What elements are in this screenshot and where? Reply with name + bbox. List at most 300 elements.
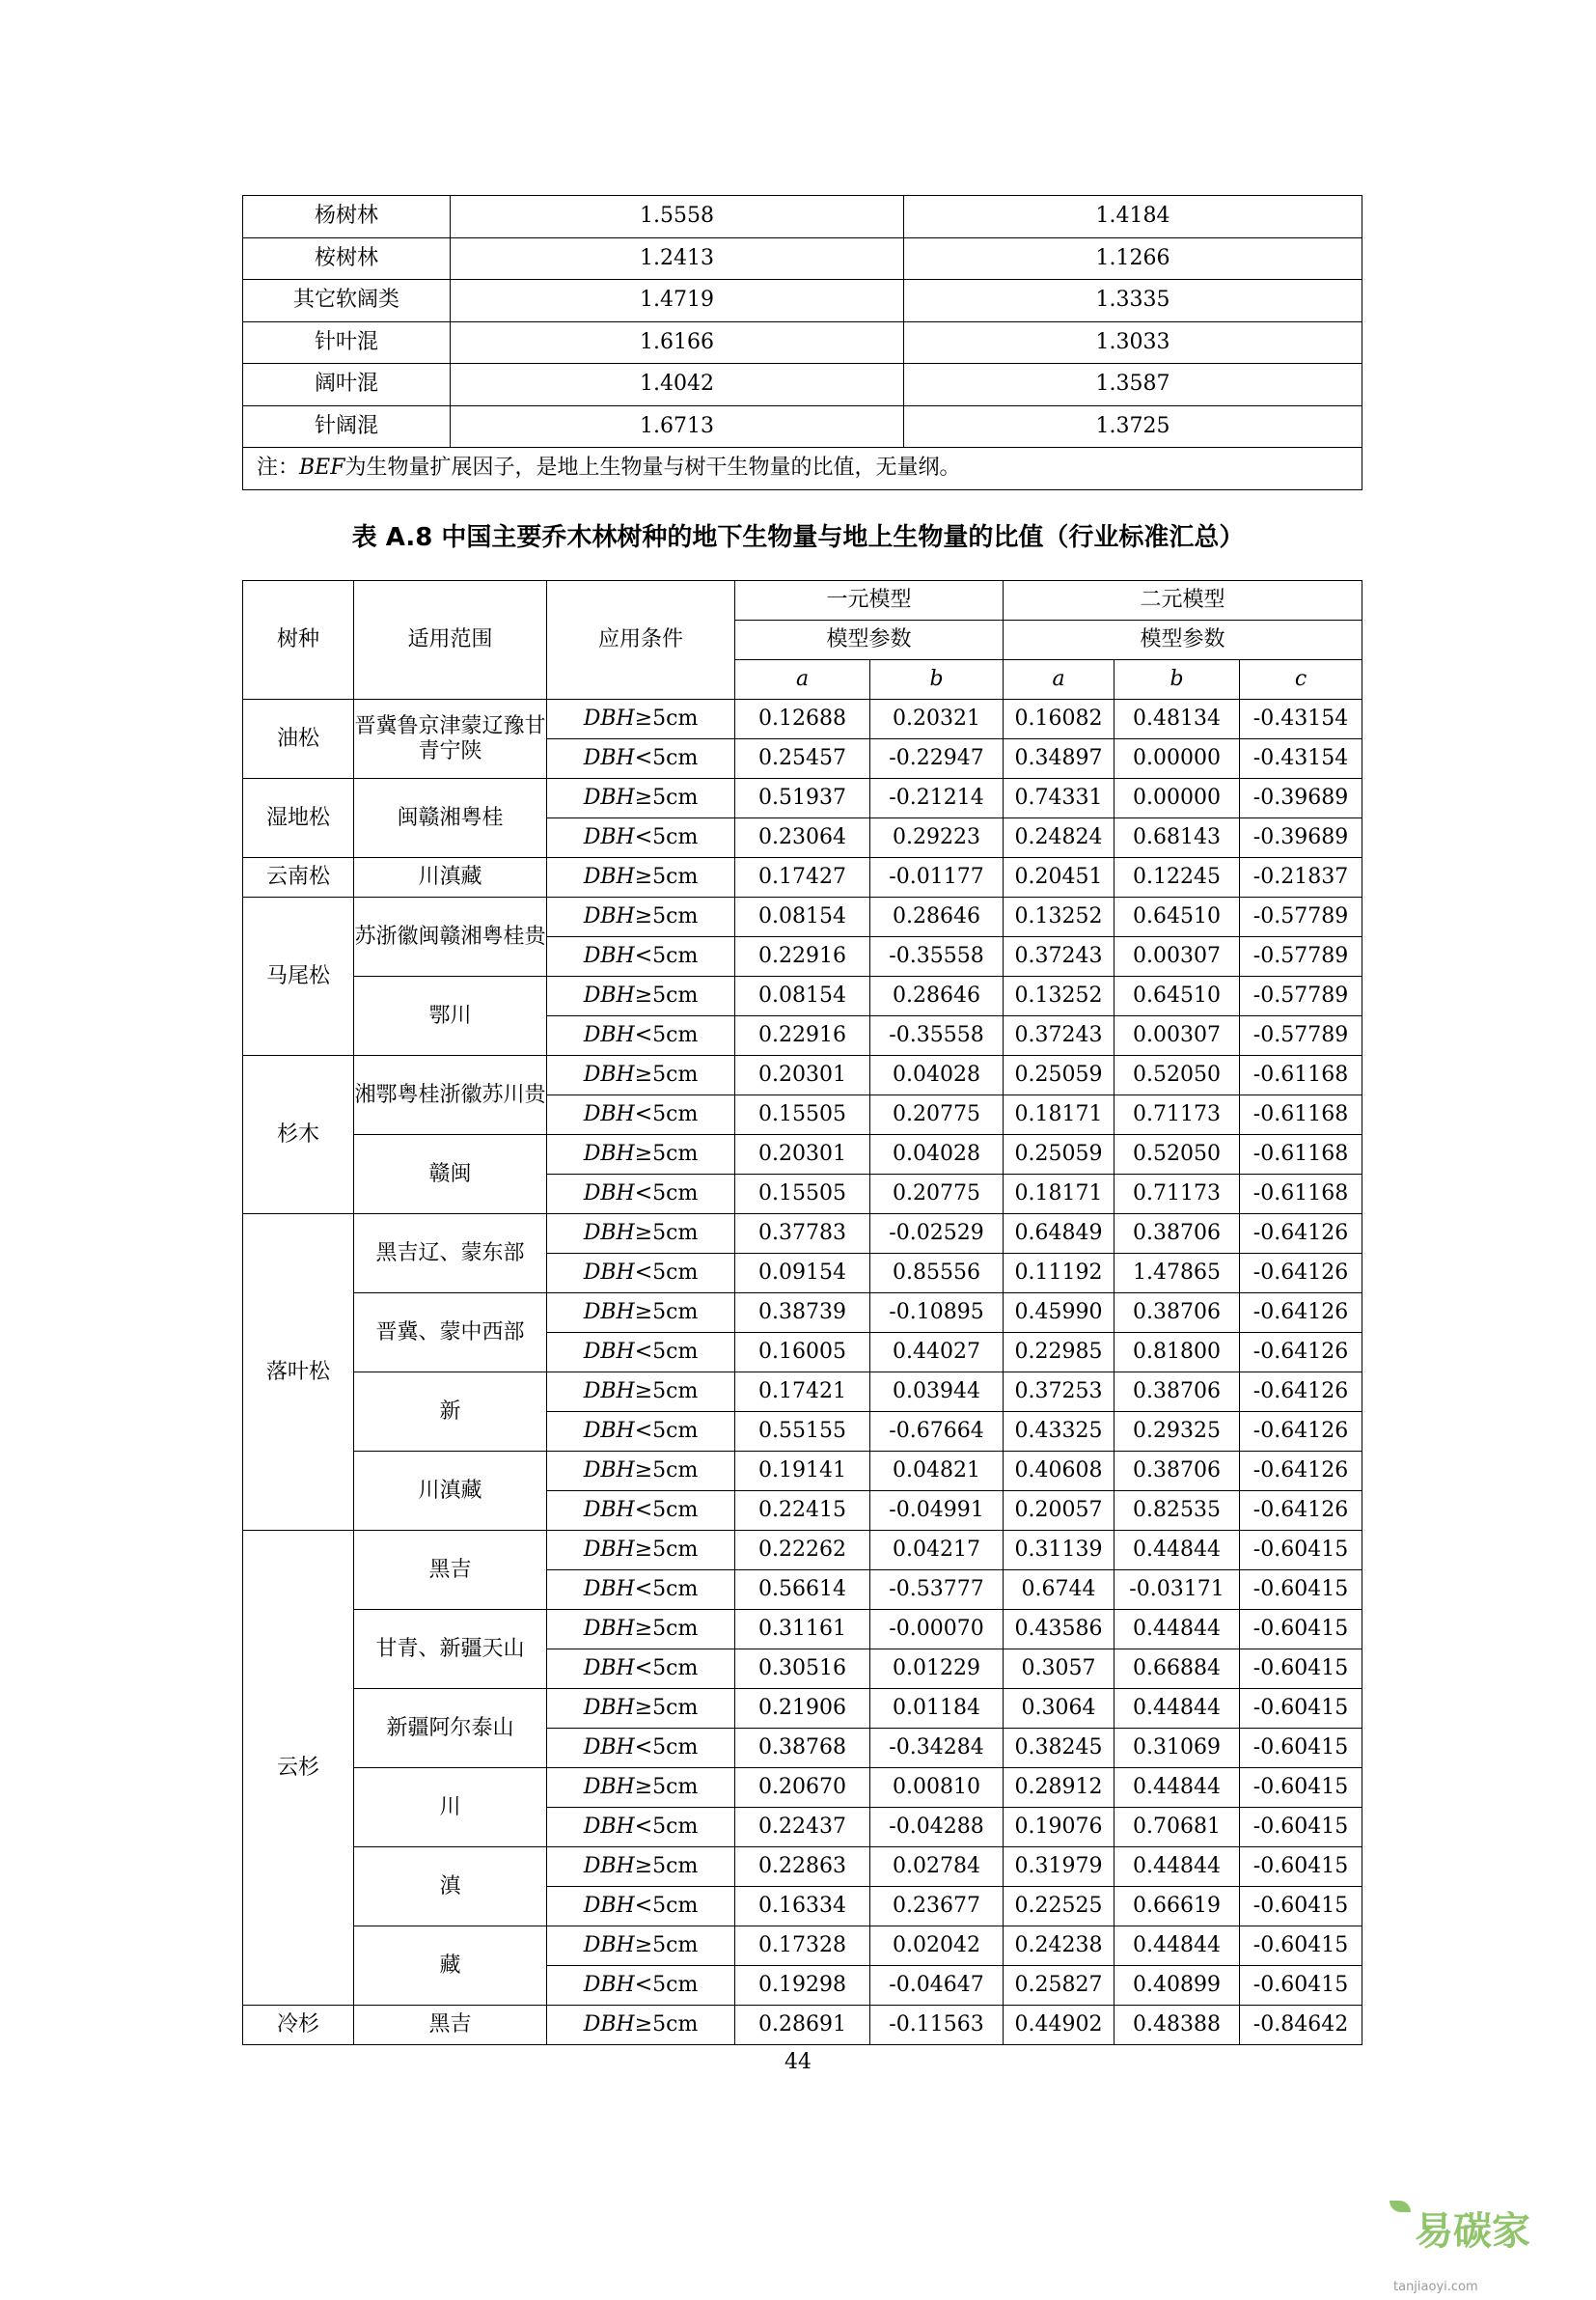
param-a2-cell: 0.45990 [1004,1293,1114,1333]
param-c-cell: -0.61168 [1240,1135,1362,1175]
param-a2-cell: 0.24238 [1004,1926,1114,1966]
species-cell: 云南松 [243,858,354,898]
param-c-cell: -0.60415 [1240,1966,1362,2006]
param-b2-cell: 0.00000 [1114,739,1240,779]
header-b: b [870,660,1004,700]
param-a2-cell: 0.40608 [1004,1452,1114,1491]
param-c-cell: -0.61168 [1240,1056,1362,1095]
condition-value: ≥5cm [634,1300,699,1324]
table-row [243,1293,1362,1333]
forest-type-cell: 针阔混 [243,405,451,448]
param-a-cell: 0.51937 [735,779,870,818]
param-a-cell: 0.56614 [735,1570,870,1610]
condition-cell [547,1926,735,1966]
condition-cell [547,1372,735,1412]
range-cell: 川滇藏 [354,1452,547,1531]
value-cell: 1.3335 [904,280,1362,322]
condition-var: DBH [583,1617,635,1641]
param-a-cell: 0.17421 [735,1372,870,1412]
condition-value: <5cm [634,1498,699,1522]
param-b2-cell: 0.66884 [1114,1649,1240,1689]
param-b2-cell: 0.48388 [1114,2006,1240,2045]
param-a-cell: 0.22415 [735,1491,870,1531]
table-row [243,1768,1362,1808]
table-row [243,779,1362,818]
value-cell: 1.5558 [451,196,904,238]
condition-cell [547,1214,735,1254]
param-c-cell: -0.64126 [1240,1412,1362,1452]
param-a2-cell: 0.43325 [1004,1412,1114,1452]
param-a-cell: 0.37783 [735,1214,870,1254]
condition-value: ≥5cm [634,1458,699,1483]
param-a-cell: 0.22916 [735,937,870,977]
param-b-cell: 0.29223 [870,818,1004,858]
table-note-row [243,448,1362,490]
param-b2-cell: 0.52050 [1114,1135,1240,1175]
param-b-cell: 0.44027 [870,1333,1004,1372]
param-a-cell: 0.08154 [735,898,870,937]
param-a-cell: 0.19141 [735,1452,870,1491]
watermark-logo: 易碳家tanjiaoyi.com [1390,2201,1596,2300]
param-b2-cell: 0.64510 [1114,977,1240,1016]
param-b-cell: -0.00070 [870,1610,1004,1649]
forest-type-cell: 针叶混 [243,321,451,364]
condition-var: DBH [583,1498,635,1522]
param-a2-cell: 0.28912 [1004,1768,1114,1808]
condition-cell [547,1412,735,1452]
param-b-cell: -0.53777 [870,1570,1004,1610]
condition-var: DBH [583,1063,635,1087]
param-a2-cell: 0.43586 [1004,1610,1114,1649]
param-b-cell: -0.34284 [870,1729,1004,1768]
condition-cell [547,937,735,977]
param-a-cell: 0.25457 [735,739,870,779]
param-c-cell: -0.60415 [1240,1570,1362,1610]
condition-cell [547,1768,735,1808]
condition-cell [547,1808,735,1847]
condition-value: <5cm [634,1340,699,1364]
table-row [243,237,1362,280]
param-b-cell: 0.02042 [870,1926,1004,1966]
condition-value: <5cm [634,1023,699,1047]
species-cell: 落叶松 [243,1214,354,1531]
param-b2-cell: 0.71173 [1114,1095,1240,1135]
condition-var: DBH [583,1181,635,1205]
condition-value: ≥5cm [634,2012,699,2037]
value-cell: 1.4184 [904,196,1362,238]
root-shoot-ratio-table [242,580,1362,2045]
param-c-cell: -0.39689 [1240,818,1362,858]
param-b2-cell: 0.44844 [1114,1610,1240,1649]
condition-cell [547,1175,735,1214]
param-a-cell: 0.22437 [735,1808,870,1847]
condition-var: DBH [583,1102,635,1126]
param-a2-cell: 0.13252 [1004,977,1114,1016]
param-c-cell: -0.64126 [1240,1333,1362,1372]
table-row [243,1689,1362,1729]
condition-var: DBH [583,1538,635,1562]
param-c-cell: -0.61168 [1240,1095,1362,1135]
value-cell: 1.4719 [451,280,904,322]
param-c-cell: -0.64126 [1240,1214,1362,1254]
param-b-cell: -0.10895 [870,1293,1004,1333]
param-b2-cell: 0.00000 [1114,779,1240,818]
param-b2-cell: 0.38706 [1114,1452,1240,1491]
param-a2-cell: 0.24824 [1004,818,1114,858]
param-a2-cell: 0.74331 [1004,779,1114,818]
param-c-cell: -0.57789 [1240,898,1362,937]
header-a2: a [1004,660,1114,700]
header-range: 适用范围 [354,581,547,700]
param-c-cell: -0.60415 [1240,1729,1362,1768]
table-row [243,405,1362,448]
param-b-cell: 0.04028 [870,1056,1004,1095]
condition-var: DBH [583,1419,635,1443]
value-cell: 1.3587 [904,364,1362,406]
header-b2: b [1114,660,1240,700]
param-a2-cell: 0.11192 [1004,1254,1114,1293]
note-term: BEF [299,456,345,481]
note-text: 为生物量扩展因子，是地上生物量与树干生物量的比值，无量纲。 [344,456,961,481]
condition-value: ≥5cm [634,1775,699,1799]
species-cell: 云杉 [243,1531,354,2006]
param-a-cell: 0.22916 [735,1016,870,1056]
param-c-cell: -0.64126 [1240,1452,1362,1491]
condition-cell [547,700,735,739]
leaf-icon [1390,2201,1411,2212]
condition-var: DBH [583,1577,635,1601]
param-c-cell: -0.61168 [1240,1175,1362,1214]
condition-value: <5cm [634,746,699,770]
range-cell: 苏浙徽闽赣湘粤桂贵 [354,898,547,977]
param-c-cell: -0.57789 [1240,977,1362,1016]
range-cell: 黑吉 [354,1531,547,1610]
param-a-cell: 0.20670 [735,1768,870,1808]
condition-value: ≥5cm [634,865,699,889]
param-a2-cell: 0.37243 [1004,937,1114,977]
param-c-cell: -0.64126 [1240,1372,1362,1412]
condition-value: ≥5cm [634,1142,699,1166]
range-cell: 新 [354,1372,547,1452]
table-row [243,977,1362,1016]
param-c-cell: -0.43154 [1240,739,1362,779]
condition-var: DBH [583,1300,635,1324]
species-cell: 马尾松 [243,898,354,1056]
condition-value: ≥5cm [634,1696,699,1720]
param-b-cell: 0.23677 [870,1887,1004,1926]
condition-cell [547,1570,735,1610]
value-cell: 1.6713 [451,405,904,448]
range-cell: 赣闽 [354,1135,547,1214]
range-cell: 晋冀、蒙中西部 [354,1293,547,1372]
value-cell: 1.2413 [451,237,904,280]
condition-value: ≥5cm [634,1063,699,1087]
condition-cell [547,1491,735,1531]
condition-cell [547,1729,735,1768]
condition-var: DBH [583,746,635,770]
condition-value: <5cm [634,1735,699,1760]
header-c: c [1240,660,1362,700]
condition-value: ≥5cm [634,984,699,1008]
condition-value: ≥5cm [634,786,699,810]
param-b-cell: 0.20775 [870,1095,1004,1135]
condition-value: <5cm [634,944,699,968]
range-cell: 滇 [354,1847,547,1926]
bef-table [242,195,1362,490]
param-c-cell: -0.60415 [1240,1649,1362,1689]
param-a2-cell: 0.19076 [1004,1808,1114,1847]
param-b2-cell: 0.70681 [1114,1808,1240,1847]
param-a-cell: 0.08154 [735,977,870,1016]
param-a2-cell: 0.6744 [1004,1570,1114,1610]
value-cell: 1.4042 [451,364,904,406]
param-b2-cell: 0.40899 [1114,1966,1240,2006]
param-b2-cell: 0.48134 [1114,700,1240,739]
value-cell: 1.6166 [451,321,904,364]
param-a-cell: 0.38739 [735,1293,870,1333]
species-cell: 湿地松 [243,779,354,858]
param-a2-cell: 0.20451 [1004,858,1114,898]
param-b2-cell: 0.71173 [1114,1175,1240,1214]
condition-cell [547,1531,735,1570]
param-a2-cell: 0.31979 [1004,1847,1114,1887]
condition-value: ≥5cm [634,1538,699,1562]
table-row [243,1135,1362,1175]
table-row [243,1847,1362,1887]
param-b-cell: 0.28646 [870,898,1004,937]
param-b-cell: 0.03944 [870,1372,1004,1412]
condition-value: ≥5cm [634,1617,699,1641]
param-a-cell: 0.20301 [735,1135,870,1175]
condition-cell [547,818,735,858]
condition-var: DBH [583,1973,635,1997]
table-row [243,898,1362,937]
condition-cell [547,1649,735,1689]
species-cell: 冷杉 [243,2006,354,2045]
param-a-cell: 0.20301 [735,1056,870,1095]
table-row [243,1056,1362,1095]
param-a-cell: 0.22262 [735,1531,870,1570]
condition-value: <5cm [634,1419,699,1443]
param-c-cell: -0.60415 [1240,1531,1362,1570]
condition-value: <5cm [634,1261,699,1285]
param-b-cell: -0.04288 [870,1808,1004,1847]
condition-cell [547,1689,735,1729]
forest-type-cell: 桉树林 [243,237,451,280]
param-b-cell: 0.02784 [870,1847,1004,1887]
param-c-cell: -0.57789 [1240,937,1362,977]
condition-cell [547,1452,735,1491]
param-b-cell: -0.02529 [870,1214,1004,1254]
param-a2-cell: 0.20057 [1004,1491,1114,1531]
condition-var: DBH [583,1854,635,1878]
param-b2-cell: 0.31069 [1114,1729,1240,1768]
species-cell: 杉木 [243,1056,354,1214]
param-a-cell: 0.38768 [735,1729,870,1768]
value-cell: 1.3033 [904,321,1362,364]
param-b2-cell: 0.66619 [1114,1887,1240,1926]
species-cell: 油松 [243,700,354,779]
condition-var: DBH [583,1142,635,1166]
param-b-cell: 0.00810 [870,1768,1004,1808]
condition-cell [547,1135,735,1175]
condition-var: DBH [583,944,635,968]
param-c-cell: -0.64126 [1240,1491,1362,1531]
param-b-cell: 0.04028 [870,1135,1004,1175]
table-row [243,1926,1362,1966]
range-cell: 闽赣湘粤桂 [354,779,547,858]
param-c-cell: -0.60415 [1240,1768,1362,1808]
range-cell: 川滇藏 [354,858,547,898]
param-b2-cell: 0.29325 [1114,1412,1240,1452]
param-b2-cell: 0.44844 [1114,1768,1240,1808]
condition-cell [547,1847,735,1887]
condition-value: ≥5cm [634,904,699,928]
param-b2-cell: 0.38706 [1114,1372,1240,1412]
param-a-cell: 0.12688 [735,700,870,739]
param-b2-cell: 0.81800 [1114,1333,1240,1372]
param-b2-cell: 0.44844 [1114,1847,1240,1887]
param-b2-cell: 0.82535 [1114,1491,1240,1531]
param-b2-cell: 0.44844 [1114,1531,1240,1570]
param-a-cell: 0.16005 [735,1333,870,1372]
param-a-cell: 0.30516 [735,1649,870,1689]
condition-var: DBH [583,1894,635,1918]
page-number: 44 [784,2050,812,2074]
param-b-cell: 0.20321 [870,700,1004,739]
condition-cell [547,1293,735,1333]
param-a-cell: 0.16334 [735,1887,870,1926]
table-row [243,700,1362,739]
param-a-cell: 0.19298 [735,1966,870,2006]
range-cell: 新疆阿尔泰山 [354,1689,547,1768]
condition-cell [547,1333,735,1372]
condition-cell [547,977,735,1016]
param-c-cell: -0.60415 [1240,1926,1362,1966]
param-a2-cell: 0.44902 [1004,2006,1114,2045]
condition-var: DBH [583,1340,635,1364]
table-row [243,1452,1362,1491]
param-b-cell: 0.20775 [870,1175,1004,1214]
param-a2-cell: 0.22525 [1004,1887,1114,1926]
condition-var: DBH [583,904,635,928]
range-cell: 甘青、新疆天山 [354,1610,547,1689]
condition-value: <5cm [634,1894,699,1918]
param-a-cell: 0.23064 [735,818,870,858]
param-a2-cell: 0.16082 [1004,700,1114,739]
param-c-cell: -0.64126 [1240,1293,1362,1333]
param-b-cell: 0.01229 [870,1649,1004,1689]
param-a2-cell: 0.13252 [1004,898,1114,937]
condition-cell [547,898,735,937]
condition-cell [547,1966,735,2006]
header-params-1: 模型参数 [735,621,1004,660]
condition-var: DBH [583,1458,635,1483]
param-c-cell: -0.57789 [1240,1016,1362,1056]
range-cell: 藏 [354,1926,547,2006]
param-b-cell: -0.35558 [870,937,1004,977]
condition-value: <5cm [634,1102,699,1126]
param-b2-cell: 0.44844 [1114,1926,1240,1966]
param-c-cell: -0.21837 [1240,858,1362,898]
param-b-cell: 0.04821 [870,1452,1004,1491]
condition-cell [547,2006,735,2045]
condition-var: DBH [583,825,635,849]
condition-cell [547,1887,735,1926]
param-a2-cell: 0.34897 [1004,739,1114,779]
condition-cell [547,1016,735,1056]
param-a2-cell: 0.64849 [1004,1214,1114,1254]
param-b-cell: -0.67664 [870,1412,1004,1452]
table-row [243,1214,1362,1254]
param-b-cell: -0.01177 [870,858,1004,898]
param-a2-cell: 0.25059 [1004,1056,1114,1095]
param-b-cell: -0.21214 [870,779,1004,818]
param-b-cell: -0.11563 [870,2006,1004,2045]
condition-value: ≥5cm [634,1933,699,1957]
condition-var: DBH [583,1261,635,1285]
table-row [243,196,1362,238]
param-c-cell: -0.84642 [1240,2006,1362,2045]
param-a-cell: 0.15505 [735,1095,870,1135]
param-b2-cell: 0.52050 [1114,1056,1240,1095]
condition-value: <5cm [634,1181,699,1205]
range-cell: 黑吉 [354,2006,547,2045]
param-a-cell: 0.28691 [735,2006,870,2045]
condition-var: DBH [583,865,635,889]
condition-cell [547,1095,735,1135]
table-row [243,1531,1362,1570]
param-b2-cell: -0.03171 [1114,1570,1240,1610]
param-b2-cell: 0.44844 [1114,1689,1240,1729]
condition-value: ≥5cm [634,1379,699,1403]
header-condition: 应用条件 [547,581,735,700]
value-cell: 1.1266 [904,237,1362,280]
param-b2-cell: 0.38706 [1114,1293,1240,1333]
header-model-1: 一元模型 [735,581,1004,621]
param-b2-cell: 0.38706 [1114,1214,1240,1254]
condition-cell [547,1610,735,1649]
range-cell: 鄂川 [354,977,547,1056]
param-b-cell: -0.04991 [870,1491,1004,1531]
header-params-2: 模型参数 [1004,621,1362,660]
param-a2-cell: 0.25827 [1004,1966,1114,2006]
param-a-cell: 0.31161 [735,1610,870,1649]
param-a2-cell: 0.37253 [1004,1372,1114,1412]
param-a2-cell: 0.37243 [1004,1016,1114,1056]
param-b-cell: -0.22947 [870,739,1004,779]
condition-value: ≥5cm [634,1221,699,1245]
param-b2-cell: 0.68143 [1114,818,1240,858]
table-note [243,448,1362,490]
param-a2-cell: 0.22985 [1004,1333,1114,1372]
param-a-cell: 0.17328 [735,1926,870,1966]
param-b-cell: 0.04217 [870,1531,1004,1570]
param-a2-cell: 0.3057 [1004,1649,1114,1689]
condition-value: ≥5cm [634,1854,699,1878]
header-model-2: 二元模型 [1004,581,1362,621]
condition-var: DBH [583,1696,635,1720]
condition-value: <5cm [634,1577,699,1601]
condition-var: DBH [583,984,635,1008]
param-b2-cell: 0.00307 [1114,937,1240,977]
table-row [243,280,1362,322]
value-cell: 1.3725 [904,405,1362,448]
param-b-cell: 0.85556 [870,1254,1004,1293]
param-a-cell: 0.22863 [735,1847,870,1887]
condition-var: DBH [583,1815,635,1839]
param-a-cell: 0.15505 [735,1175,870,1214]
